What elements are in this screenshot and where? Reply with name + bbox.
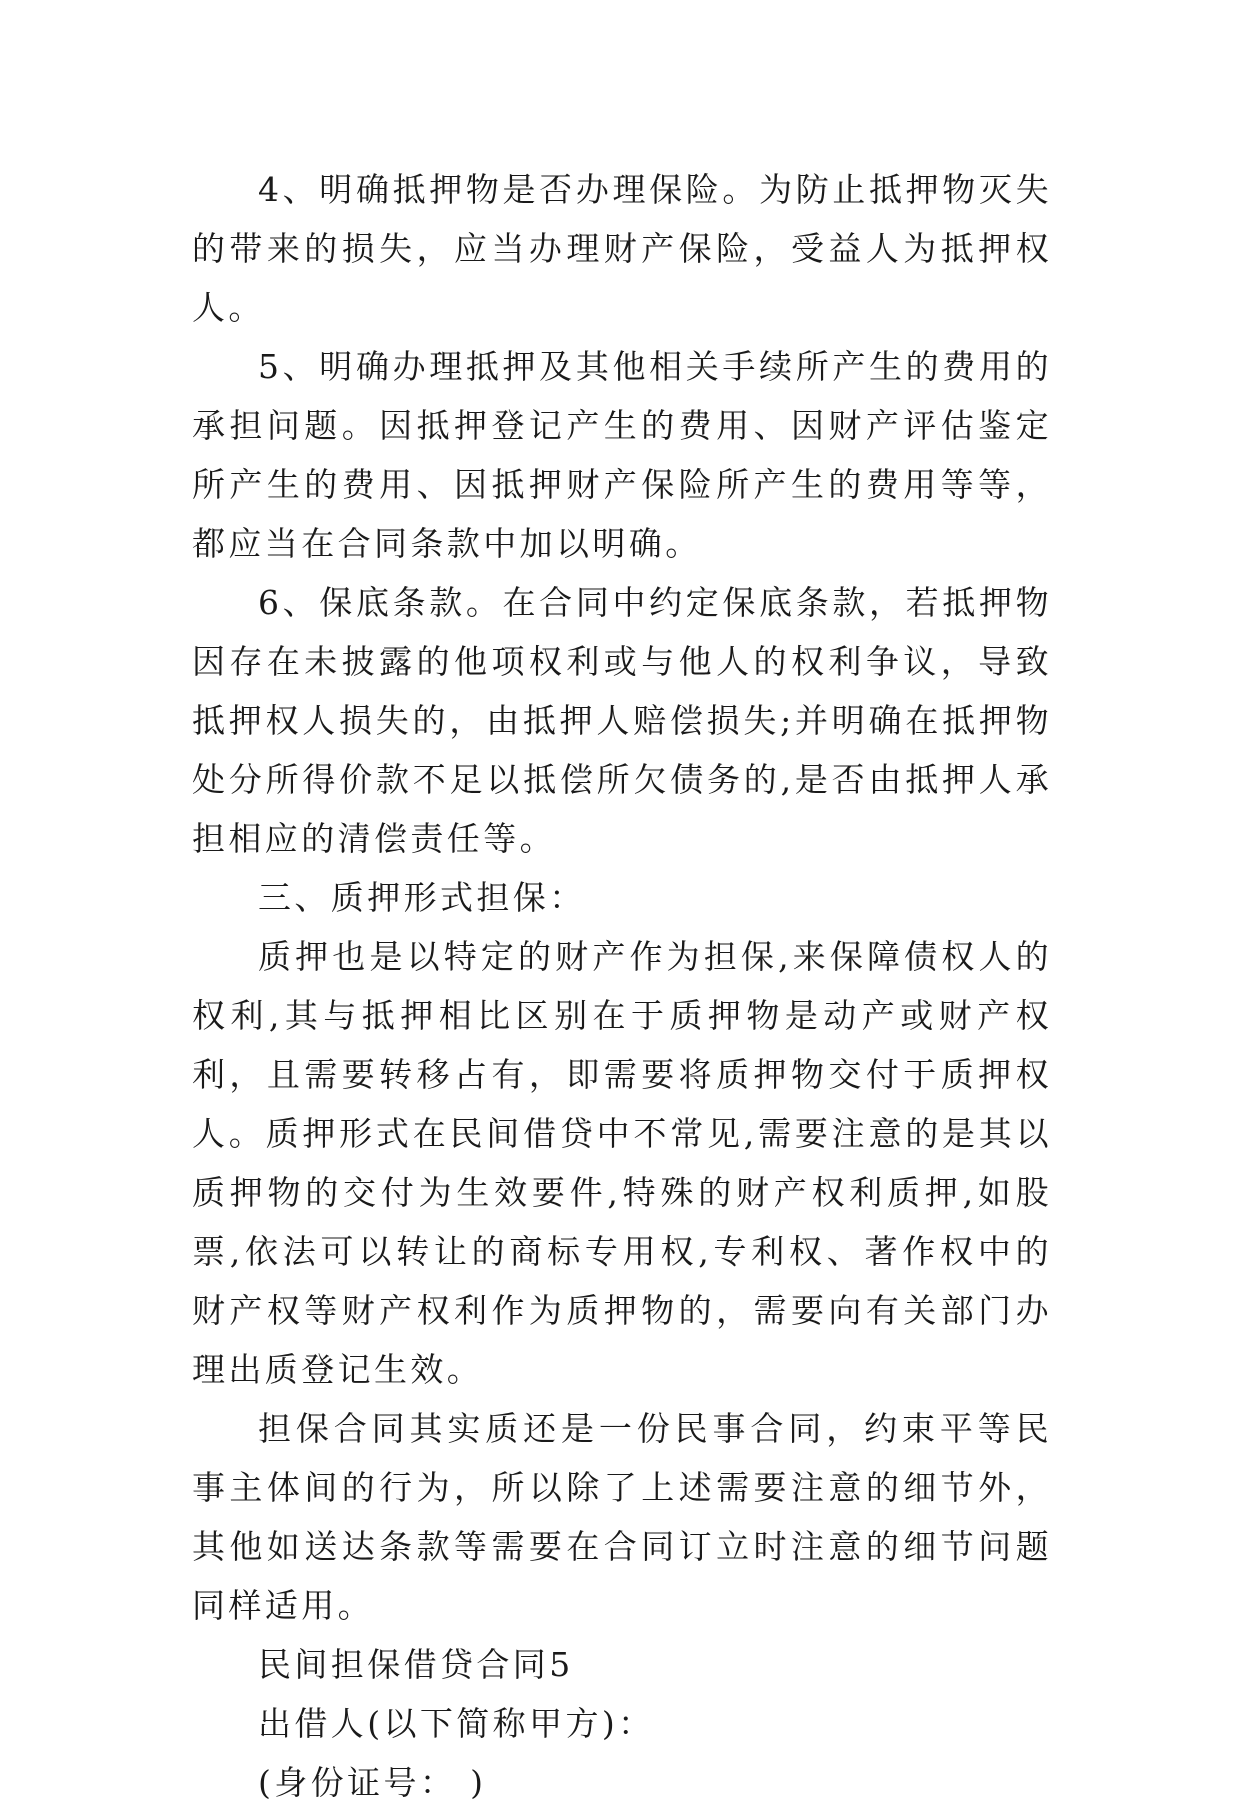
paragraph-contract-summary: 担保合同其实质还是一份民事合同，约束平等民事主体间的行为，所以除了上述需要注意的细节外，其他如送达条款等需要在合同订立时注意的细节问题同样适用。 <box>192 1409 1052 1625</box>
section-heading-pledge: 三、质押形式担保： <box>258 878 586 917</box>
id-number-field: (身份证号： ) <box>258 1763 487 1802</box>
paragraph-insurance-clause: 4、明确抵押物是否办理保险。为防止抵押物灭失的带来的损失，应当办理财产保险，受益人为抵押权人。 <box>192 170 1052 327</box>
contract-title: 民间担保借贷合同5 <box>258 1645 574 1684</box>
document-body <box>192 160 1052 1812</box>
paragraph-fees-clause: 5、明确办理抵押及其他相关手续所产生的费用的承担问题。因抵押登记产生的费用、因财产评估鉴定所产生的费用、因抵押财产保险所产生的费用等等，都应当在合同条款中加以明确。 <box>192 347 1052 563</box>
paragraph-guarantee-clause: 6、保底条款。在合同中约定保底条款，若抵押物因存在未披露的他项权利或与他人的权利争议，导致抵押权人损失的，由抵押人赔偿损失;并明确在抵押物处分所得价款不足以抵偿所欠债务的,是否由抵押人承担相应的清偿责任等。 <box>192 583 1052 858</box>
paragraph-pledge-description: 质押也是以特定的财产作为担保,来保障债权人的权利,其与抵押相比区别在于质押物是动产或财产权利，且需要转移占有，即需要将质押物交付于质押权人。质押形式在民间借贷中不常见,需要注意的是其以质押物的交付为生效要件,特殊的财产权利质押,如股票,依法可以转让的商标专用权,专利权、著作权中的财产权等财产权利作为质押物的，需要向有关部门办理出质登记生效。 <box>192 937 1052 1389</box>
lender-field: 出借人(以下简称甲方)： <box>258 1704 655 1743</box>
